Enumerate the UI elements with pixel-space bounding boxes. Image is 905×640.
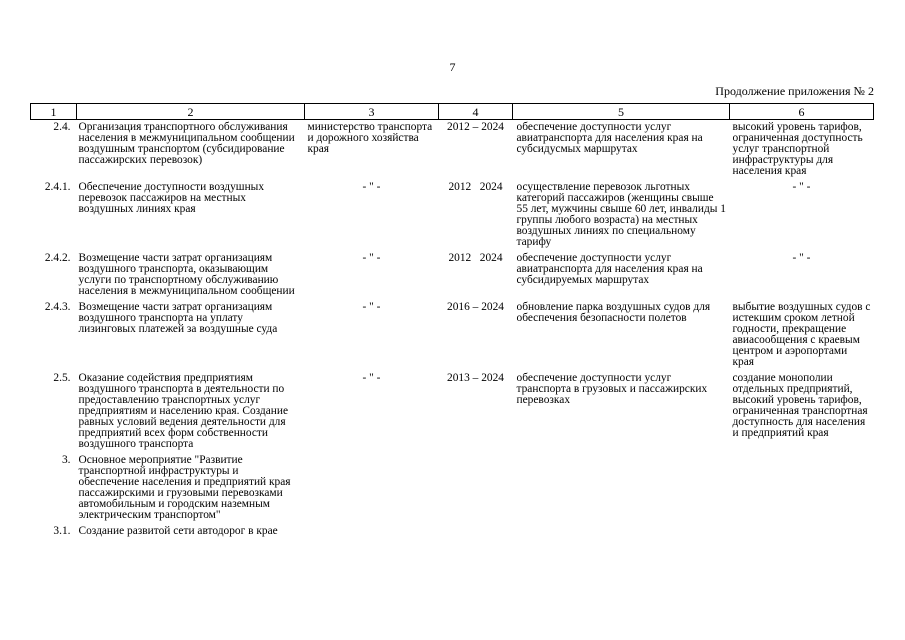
consequence: создание монополии отдельных предприятий, высокий уровень тарифов, ограниченная транспортная доступность для населения и предприятий края [732, 372, 868, 439]
executor [305, 453, 439, 524]
column-header: 5 [513, 104, 730, 120]
table-row [31, 300, 874, 371]
measure-name: Оказание содействия предприятиям воздушного транспорта в деятельности по предоставлению транспортных услуг предприятиям и населению края. Создание равных условий ведения деятельности для предприятий всех форм собственности воздушного транспорта [78, 372, 289, 450]
row-number: 3. [61, 454, 71, 466]
row-number: 3.1. [53, 525, 71, 537]
expected-result: обновление парка воздушных судов для обеспечения безопасности полетов [516, 301, 711, 324]
executor: - " - [362, 372, 381, 384]
consequence [730, 453, 874, 524]
column-header: 1 [31, 104, 77, 120]
table-row [31, 453, 874, 524]
measure-name: Основное мероприятие "Развитие транспортной инфраструктуры и обеспечение населения и предприятий края пассажирскими и грузовыми перевозками автомобильным и городским наземным электрическим транспортом" [78, 454, 291, 521]
table-row [31, 120, 874, 181]
table-row [31, 180, 874, 251]
period: 2012 – 2024 [447, 121, 504, 133]
period: 2016 – 2024 [447, 301, 504, 313]
row-number: 2.5. [53, 372, 71, 384]
expected-result [513, 524, 730, 540]
period [439, 453, 513, 524]
measure-name: Обеспечение доступности воздушных перевозок пассажиров на местных воздушных линиях края [78, 181, 265, 215]
executor: министерство транспорта и дорожного хозяйства края [307, 121, 433, 155]
plan-table [30, 103, 874, 540]
measure-name: Организация транспортного обслуживания населения в межмуниципальном сообщении воздушным транспортом (субсидирование пассажирских перевозок) [78, 121, 295, 166]
table-row [31, 371, 874, 453]
executor [305, 524, 439, 540]
executor: - " - [362, 301, 381, 313]
continuation-label: Продолжение приложения № 2 [715, 84, 874, 98]
consequence: выбытие воздушных судов с истекшим сроком летной годности, прекращение авиасообщения с краевым центром и аэропортами края [732, 301, 871, 368]
period: 2013 – 2024 [447, 372, 504, 384]
column-header: 4 [439, 104, 513, 120]
consequence [730, 524, 874, 540]
row-number: 2.4.3. [44, 301, 71, 313]
column-header: 3 [305, 104, 439, 120]
expected-result: обеспечение доступности услуг транспорта в грузовых и пассажирских перевозках [516, 372, 708, 406]
row-number: 2.4.2. [44, 252, 71, 264]
executor: - " - [362, 181, 381, 193]
table-row [31, 524, 874, 540]
period: 2012 2024 [448, 252, 503, 264]
period: 2012 2024 [448, 181, 503, 193]
table-header-row [31, 104, 874, 120]
expected-result: обеспечение доступности услуг авиатранспорта для населения края на субсидусмых маршрутах [516, 121, 703, 155]
consequence: - " - [792, 252, 811, 264]
measure-name: Возмещение части затрат организациям воздушного транспорта, оказывающим услуги по транспортному обслуживанию населения в межмуниципальном сообщении [78, 252, 295, 297]
period [439, 524, 513, 540]
expected-result: осуществление перевозок льготных категорий пассажиров (женщины свыше 55 лет, мужчины свыше 60 лет, инвалиды 1 группы любого возраста) на местных воздушных линиях по специальному тарифу [516, 181, 726, 248]
measure-name: Создание развитой сети автодорог в крае [78, 525, 278, 537]
expected-result [513, 453, 730, 524]
consequence: высокий уровень тарифов, ограниченная доступность услуг транспортной инфраструктуры для населения края [732, 121, 863, 177]
page-number: 7 [449, 60, 456, 74]
row-number: 2.4.1. [44, 181, 71, 193]
column-header: 2 [77, 104, 305, 120]
consequence: - " - [792, 181, 811, 193]
row-number: 2.4. [53, 121, 71, 133]
column-header: 6 [730, 104, 874, 120]
table-row [31, 251, 874, 300]
measure-name: Возмещение части затрат организациям воздушного транспорта на уплату лизинговых платежей за воздушные суда [78, 301, 278, 335]
executor: - " - [362, 252, 381, 264]
expected-result: обеспечение доступности услуг авиатранспорта для населения края на субсидируемых маршрутах [516, 252, 703, 286]
